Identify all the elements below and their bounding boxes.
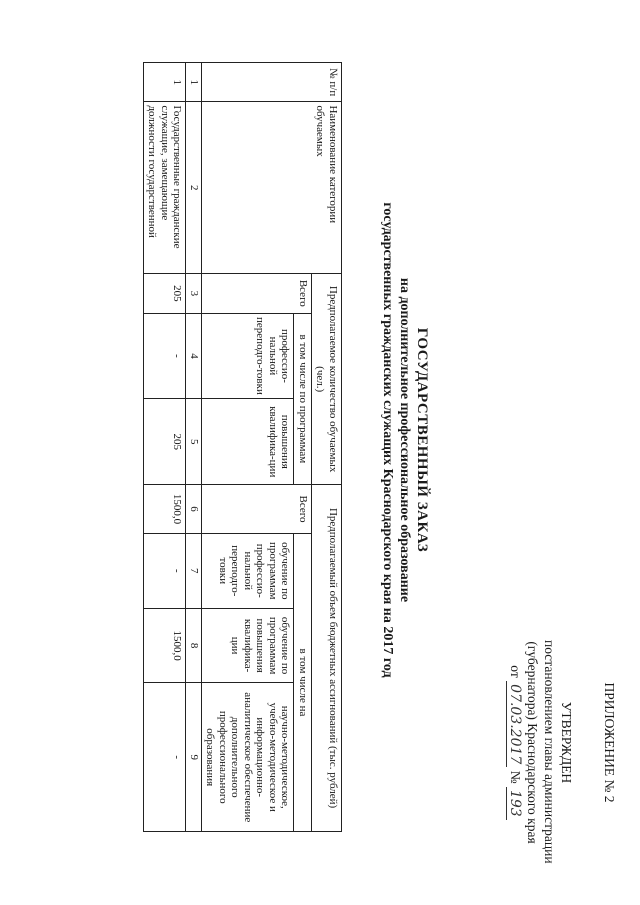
column-number-row (186, 63, 202, 832)
col-number: 3 (186, 274, 202, 313)
number-prefix: № (508, 770, 523, 784)
handwritten-number: 193 (506, 787, 523, 820)
row-budget-methodical: - (144, 683, 187, 832)
row-budget-retraining: - (144, 533, 187, 608)
appendix-label: ПРИЛОЖЕНИЕ № 2 (602, 682, 617, 803)
row-count-total: 205 (144, 274, 187, 313)
row-budget-total: 1500,0 (144, 485, 187, 534)
col-number: 6 (186, 485, 202, 534)
header-budget-methodical: научно-методическое, учебно-методическое и информационно-аналитическое обеспечение дополнительного профессионального образования (202, 683, 295, 832)
row-no: 1 (144, 63, 187, 102)
col-number: 4 (186, 313, 202, 399)
approval-line-2: (губернатора) Краснодарского края (525, 641, 540, 844)
handwritten-date: 07.03.2017 (506, 681, 523, 767)
header-count-total: Всего (202, 274, 312, 313)
header-budget-retraining: обучение по программам профессио-нальной переподго-товки (202, 533, 295, 608)
approval-title: УТВЕРЖДЕН (559, 701, 574, 784)
row-count-retraining: - (144, 313, 187, 399)
header-including-programs: в том числе по программам (294, 313, 312, 485)
approval-date-line (506, 640, 524, 845)
header-retraining: профессио-нальной переподго-товки (202, 313, 295, 399)
row-budget-qualification: 1500,0 (144, 608, 187, 683)
header-budget: Предполагаемый объем бюджетных ассигнований (тыс. рублей) (312, 485, 342, 832)
document-title (379, 60, 430, 820)
header-count: Предполагаемое количество обучаемых (чел.) (312, 274, 342, 485)
col-number: 7 (186, 533, 202, 608)
title-line-2: на дополнительное профессиональное образование (397, 277, 412, 603)
state-order-table (143, 62, 342, 832)
approval-line-1: постановлением главы администрации (542, 640, 557, 864)
col-number: 2 (186, 102, 202, 274)
header-qualification: повышения квалифика-ции (202, 399, 295, 485)
header-category: Наименование категории обучаемых (202, 102, 342, 274)
col-number: 8 (186, 608, 202, 683)
header-budget-total: Всего (202, 485, 312, 534)
col-number: 9 (186, 683, 202, 832)
col-number: 5 (186, 399, 202, 485)
col-number: 1 (186, 63, 202, 102)
table-row (144, 63, 187, 832)
header-including: в том числе на (294, 533, 312, 831)
row-category: Государственные гражданские служащие, замещающие должности государственной (144, 102, 187, 274)
approval-block (506, 640, 618, 864)
header-budget-qualification: обучение по программам повышения квалифика-ции (202, 608, 295, 683)
title-main: ГОСУДАРСТВЕННЫЙ ЗАКАЗ (414, 327, 430, 553)
date-prefix: от (508, 665, 523, 678)
header-no: № п/п (202, 63, 342, 102)
title-line-3: государственных гражданских служащих Краснодарского края на 2017 год (380, 202, 395, 678)
row-count-qualification: 205 (144, 399, 187, 485)
